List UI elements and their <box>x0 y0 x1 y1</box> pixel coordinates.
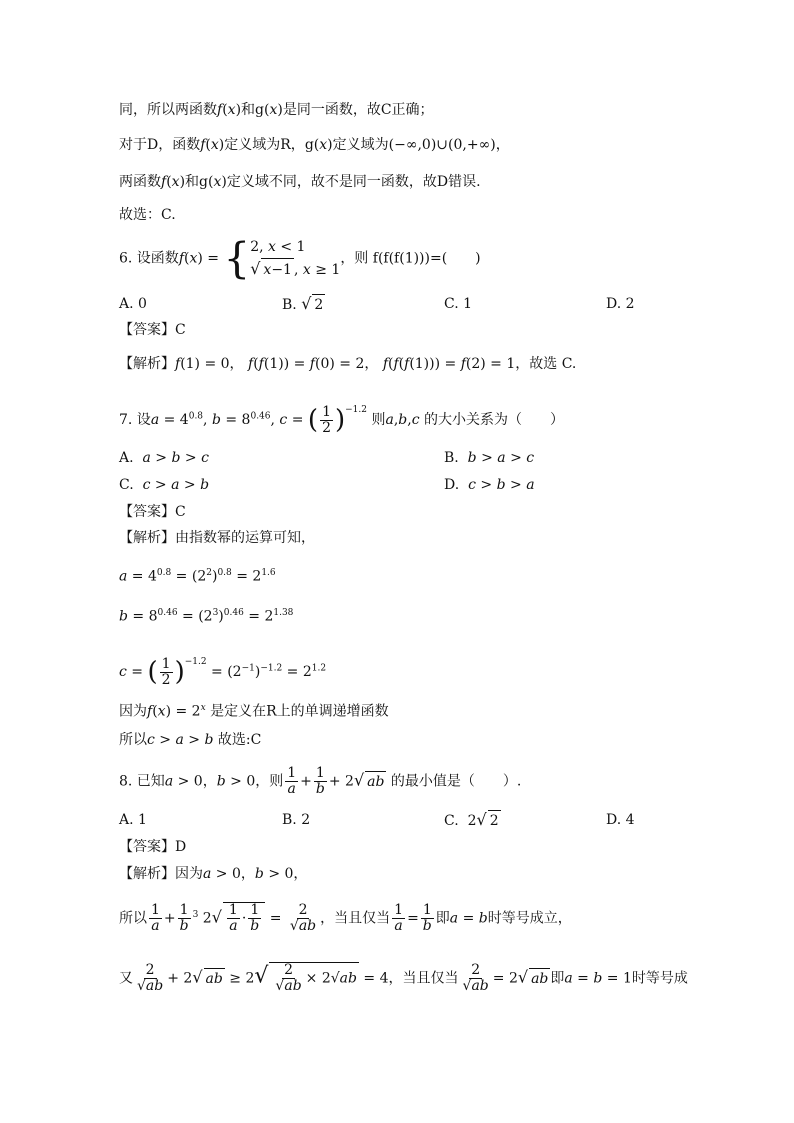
q8-option-b: B. 2 <box>282 812 311 828</box>
q8-line-2: 又 $\frac{2}{√ab}$ + 2√ ab ≥ 2√ $\frac{2}{√ab}$ × 2√ab = 4，当且仅当 $\frac{2}{√ab}$ = 2√ ab 即a = b = 1时等号成 <box>119 962 688 994</box>
q6-analysis: 【解析】f(1) = 0， f(f(1)) = f(0) = 2， f(f(f(1))) = f(2) = 1，故选 C. <box>119 356 577 372</box>
q8-analysis: 【解析】因为a > 0，b > 0， <box>119 866 308 882</box>
q7-line-1: 因为$f(x) = 2^x$ 是定义在R上的单调递增函数 <box>119 703 389 720</box>
q8-line-1: 所以 $\frac{1}{a}$ + $\frac{1}{b}$ $^3$ 2√ $\frac{1}{a}$ · $\frac{1}{b}$ = $\frac{2}{√ab}$ ，当且仅当 $\frac{1}{a}$ = $\frac{1}{b}$ 即a = b时等号成立， <box>119 902 572 934</box>
q7-eq-b: $b = 8^{0.46} = (2^3)^{0.46} = 2^{1.38}$ <box>119 608 294 625</box>
q7-eq-a: $a = 4^{0.8} = (2^2)^{0.8} = 2^{1.6}$ <box>119 568 276 585</box>
q7-eq-c: c = ( $\frac{1}{2}$ )$^{-1.2} = (2^{-1})^{-1.2} = 2^{1.2}$ <box>119 655 327 688</box>
text-line-4: 故选：C. <box>119 207 176 223</box>
q8-option-d: D. 4 <box>606 812 635 828</box>
q7-analysis: 【解析】由指数幂的运算可知， <box>119 530 315 546</box>
q6-option-b: B. √ 2 <box>282 294 324 313</box>
q8-option-c: C. 2√ 2 <box>444 810 499 829</box>
text-line-3: 两函数f(x)和g(x)定义域不同，故不是同一函数，故D错误. <box>119 174 481 190</box>
question-8: 8. 已知a > 0，b > 0，则 $\frac{1}{a}$ + $\frac{1}{b}$ + 2√ ab 的最小值是（ ）. <box>119 765 522 797</box>
text-line-2: 对于D，函数f(x)定义域为R，g(x)定义域为(−∞,0)∪(0,+∞)， <box>119 137 510 153</box>
q7-option-a: A. a > b > c <box>119 450 209 466</box>
q6-option-d: D. 2 <box>606 296 635 312</box>
q6-option-a: A. 0 <box>119 296 147 312</box>
q8-option-a: A. 1 <box>119 812 147 828</box>
q6-option-c: C. 1 <box>444 296 473 312</box>
q7-option-c: C. c > a > b <box>119 477 210 493</box>
question-7: 7. 设$a = 4^{0.8}$, $b = 8^{0.46}$, c = ( $\frac{1}{2}$ )$^{-1.2}$ 则a,b,c 的大小关系为（ ） <box>119 403 564 436</box>
question-6: 6. 设函数f(x) = { 2, x < 1 √ x−1 , x ≥ 1 ，则 f(f(f(1)))=( ) <box>119 233 481 283</box>
q7-line-2: 所以c > a > b 故选:C <box>119 732 262 748</box>
q7-answer: 【答案】C <box>119 504 186 520</box>
q6-answer: 【答案】C <box>119 322 186 338</box>
text-line-1: 同，所以两函数f(x)和g(x)是同一函数，故C正确； <box>119 102 434 118</box>
q8-answer: 【答案】D <box>119 839 187 855</box>
q7-option-b: B. b > a > c <box>444 450 535 466</box>
q7-option-d: D. c > b > a <box>444 477 535 493</box>
